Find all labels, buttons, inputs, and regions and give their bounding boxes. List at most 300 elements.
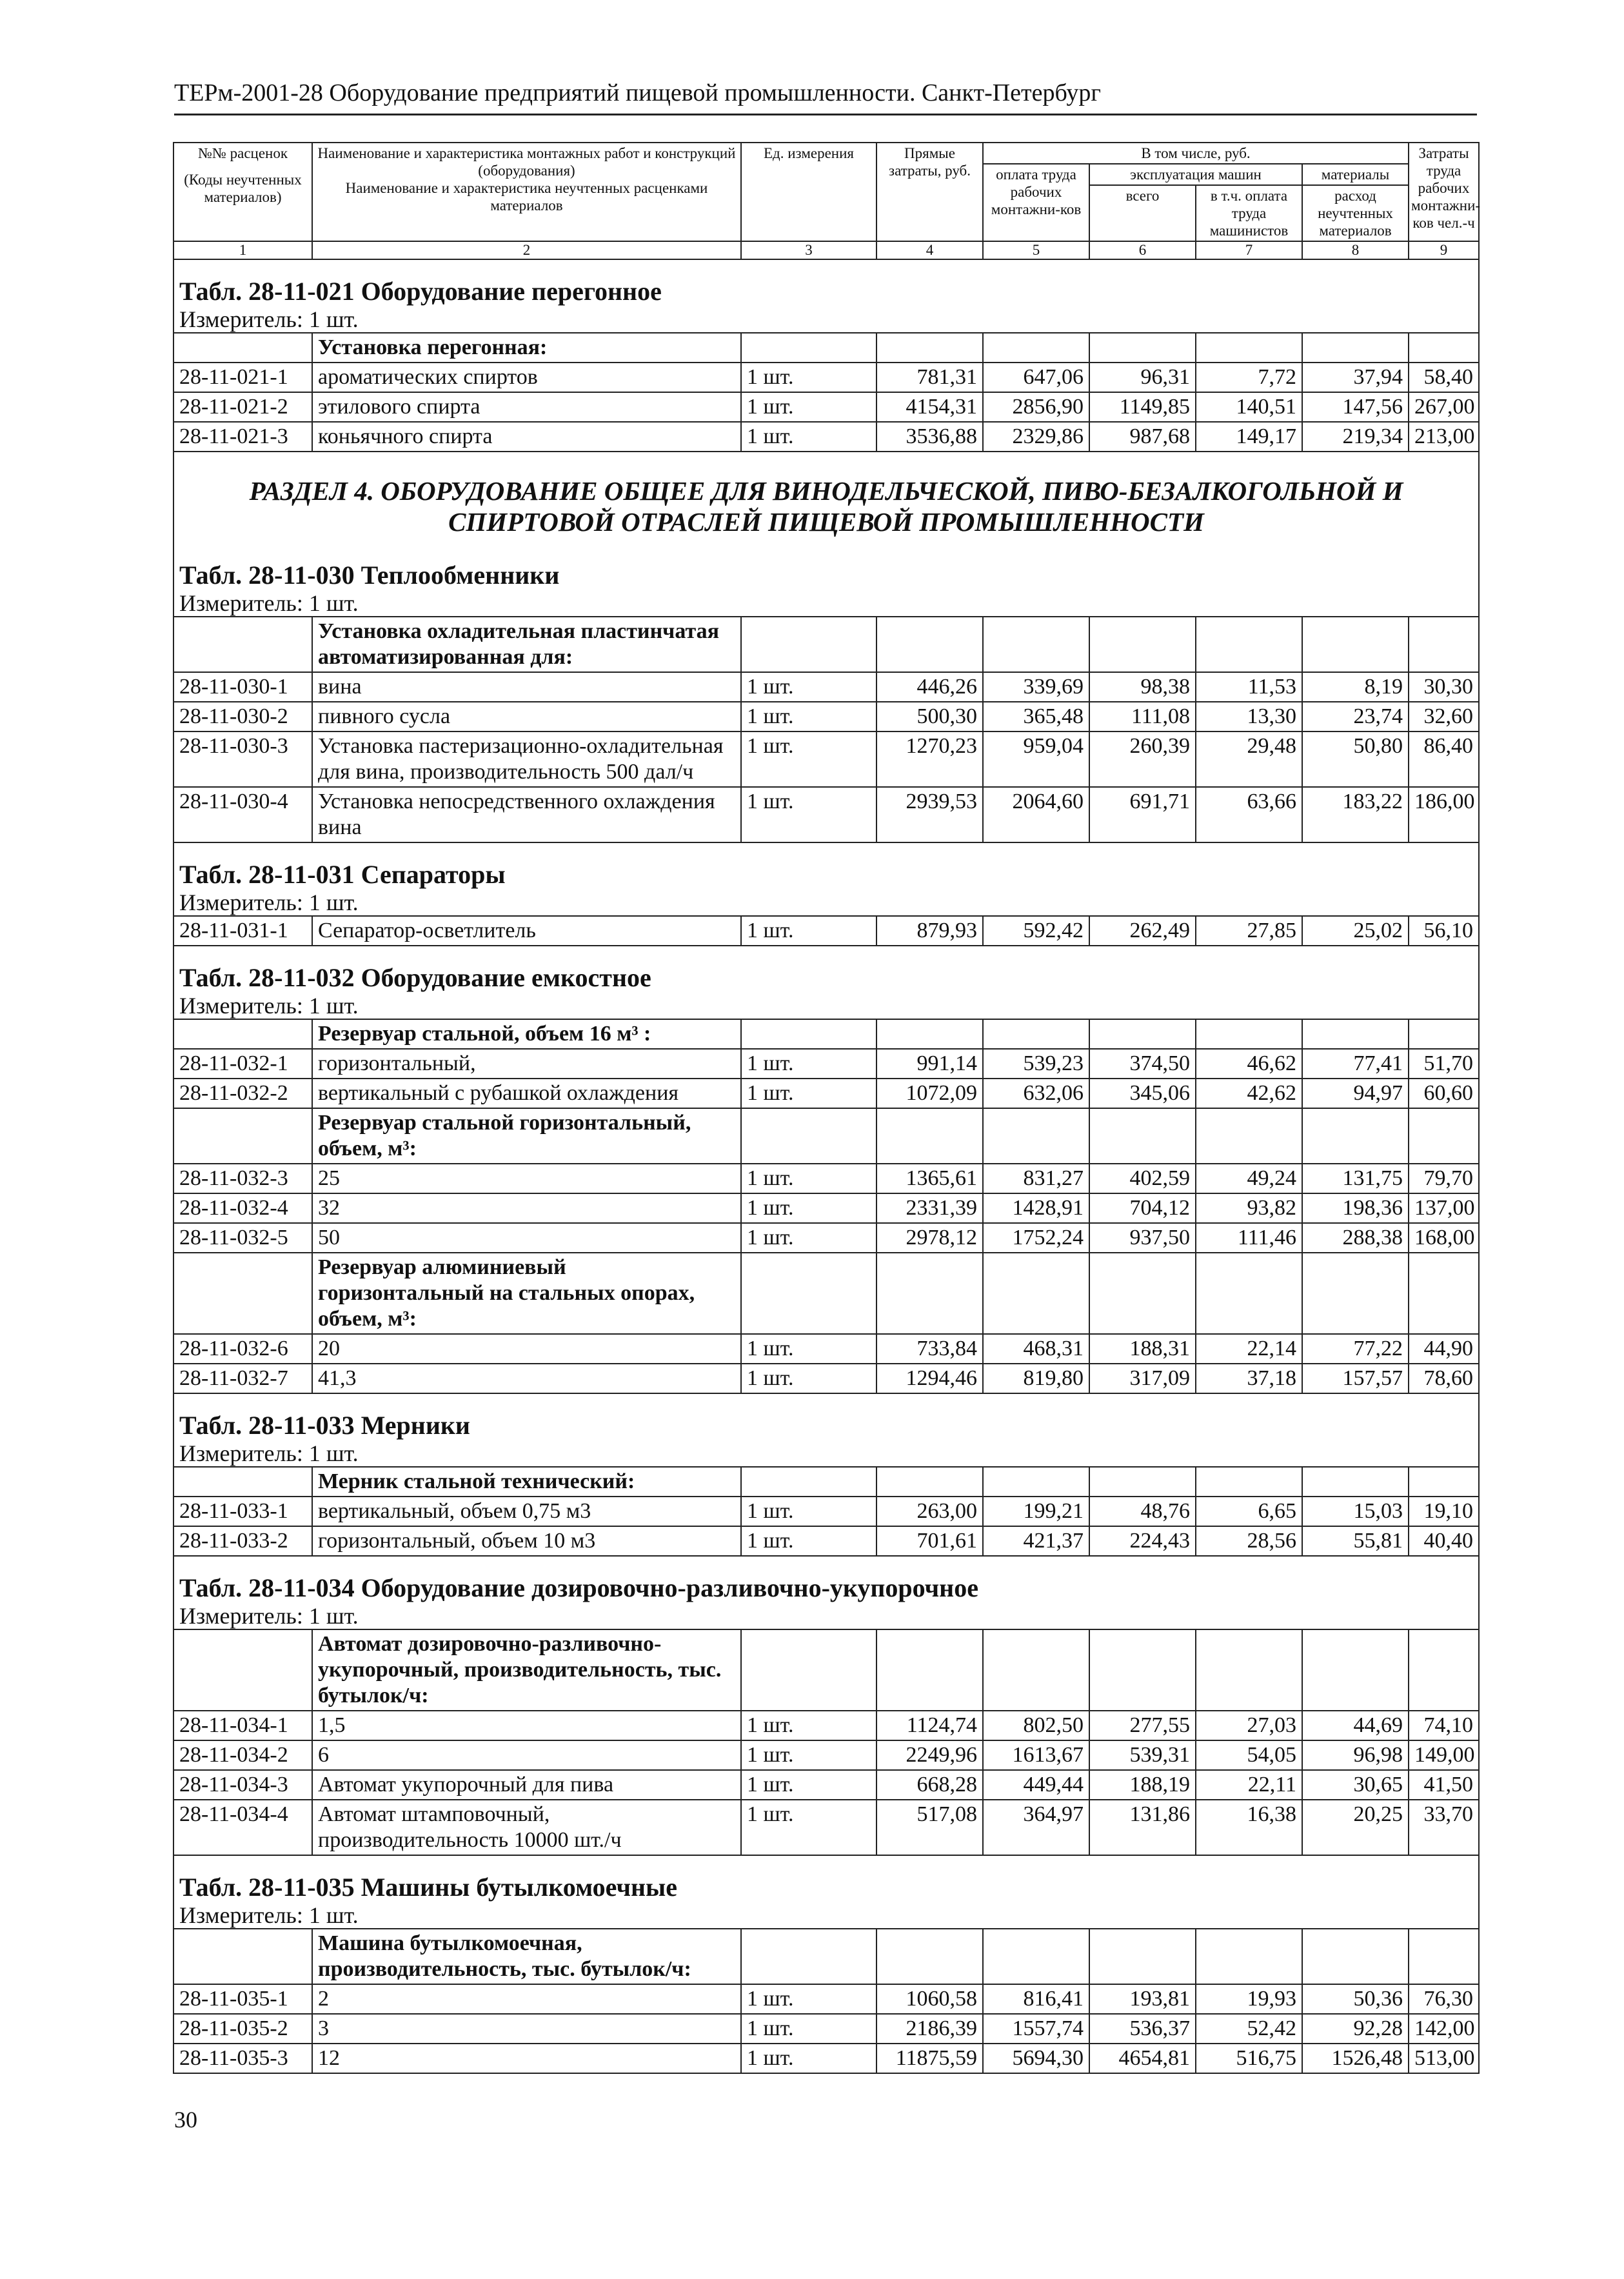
direct-cost: 2249,96: [876, 1740, 983, 1770]
rate-code: 28-11-033-1: [173, 1497, 312, 1526]
labor-hours: 137,00: [1409, 1193, 1479, 1223]
machines-operators: 37,18: [1196, 1364, 1302, 1393]
machines-total: 1149,85: [1089, 392, 1196, 422]
empty-cell: [173, 1108, 312, 1164]
item-name: горизонтальный,: [312, 1049, 741, 1079]
item-name: 2: [312, 1984, 741, 2014]
item-name: 20: [312, 1334, 741, 1364]
unit-cell: 1 шт.: [741, 1770, 876, 1800]
wages-cost: 632,06: [983, 1079, 1089, 1108]
table-row: [173, 702, 1479, 731]
measure-unit: Измеритель: 1 шт.: [173, 590, 1479, 617]
empty-cell: [876, 333, 983, 363]
col-header-code: [173, 143, 312, 241]
empty-cell: [741, 1108, 876, 1164]
machines-operators: 7,72: [1196, 363, 1302, 392]
labor-hours: 44,90: [1409, 1334, 1479, 1364]
machines-operators: 93,82: [1196, 1193, 1302, 1223]
machines-operators: 149,17: [1196, 422, 1302, 452]
machines-operators: 27,85: [1196, 916, 1302, 946]
materials-cost: 25,02: [1302, 916, 1409, 946]
machines-total: 277,55: [1089, 1711, 1196, 1740]
unit-cell: 1 шт.: [741, 1079, 876, 1108]
direct-cost: 2331,39: [876, 1193, 983, 1223]
materials-cost: 1526,48: [1302, 2044, 1409, 2073]
empty-cell: [1409, 1108, 1479, 1164]
empty-cell: [1089, 1108, 1196, 1164]
empty-cell: [1409, 1019, 1479, 1049]
labor-hours: 32,60: [1409, 702, 1479, 731]
empty-cell: [876, 1467, 983, 1497]
materials-cost: 94,97: [1302, 1079, 1409, 1108]
machines-total: 111,08: [1089, 702, 1196, 731]
empty-cell: [876, 1019, 983, 1049]
unit-cell: 1 шт.: [741, 1984, 876, 2014]
machines-operators: 46,62: [1196, 1049, 1302, 1079]
wages-cost: 339,69: [983, 672, 1089, 702]
machines-operators: 54,05: [1196, 1740, 1302, 1770]
measure-row: [173, 1902, 1479, 1929]
col-number: 7: [1196, 241, 1302, 259]
empty-cell: [173, 1929, 312, 1984]
direct-cost: 668,28: [876, 1770, 983, 1800]
table-heading-row: [173, 544, 1479, 590]
page-number: 30: [174, 2107, 197, 2133]
item-name: 6: [312, 1740, 741, 1770]
rate-code: 28-11-032-1: [173, 1049, 312, 1079]
machines-operators: 516,75: [1196, 2044, 1302, 2073]
rate-code: 28-11-034-2: [173, 1740, 312, 1770]
item-name: этилового спирта: [312, 392, 741, 422]
empty-cell: [983, 617, 1089, 672]
measure-row: [173, 306, 1479, 333]
materials-cost: 8,19: [1302, 672, 1409, 702]
labor-hours: 74,10: [1409, 1711, 1479, 1740]
materials-cost: 219,34: [1302, 422, 1409, 452]
labor-hours: 267,00: [1409, 392, 1479, 422]
machines-total: 96,31: [1089, 363, 1196, 392]
labor-hours: 56,10: [1409, 916, 1479, 946]
table-row: [173, 1193, 1479, 1223]
wages-cost: 1613,67: [983, 1740, 1089, 1770]
machines-operators: 6,65: [1196, 1497, 1302, 1526]
table-row: [173, 916, 1479, 946]
unit-cell: 1 шт.: [741, 1193, 876, 1223]
col-number: 5: [983, 241, 1089, 259]
machines-total: 345,06: [1089, 1079, 1196, 1108]
machines-total: 937,50: [1089, 1223, 1196, 1253]
unit-cell: 1 шт.: [741, 2014, 876, 2044]
machines-operators: 11,53: [1196, 672, 1302, 702]
rate-code: 28-11-032-6: [173, 1334, 312, 1364]
machines-operators: 29,48: [1196, 731, 1302, 787]
materials-cost: 44,69: [1302, 1711, 1409, 1740]
item-name: вертикальный с рубашкой охлаждения: [312, 1079, 741, 1108]
rate-code: 28-11-032-2: [173, 1079, 312, 1108]
col-number: 1: [173, 241, 312, 259]
wages-cost: 816,41: [983, 1984, 1089, 2014]
measure-unit: Измеритель: 1 шт.: [173, 890, 1479, 916]
empty-cell: [173, 1253, 312, 1334]
unit-cell: 1 шт.: [741, 787, 876, 842]
unit-cell: 1 шт.: [741, 731, 876, 787]
labor-hours: 19,10: [1409, 1497, 1479, 1526]
section-heading-row: [173, 452, 1479, 544]
unit-cell: 1 шт.: [741, 1740, 876, 1770]
rate-code: 28-11-032-7: [173, 1364, 312, 1393]
item-name: 41,3: [312, 1364, 741, 1393]
wages-cost: 199,21: [983, 1497, 1089, 1526]
group-heading-row: [173, 617, 1479, 672]
machines-operators: 140,51: [1196, 392, 1302, 422]
unit-cell: 1 шт.: [741, 363, 876, 392]
table-row: [173, 1334, 1479, 1364]
rate-code: 28-11-033-2: [173, 1526, 312, 1556]
rate-code: 28-11-030-1: [173, 672, 312, 702]
empty-cell: [1089, 333, 1196, 363]
machines-total: 188,31: [1089, 1334, 1196, 1364]
direct-cost: 701,61: [876, 1526, 983, 1556]
wages-cost: 5694,30: [983, 2044, 1089, 2073]
empty-cell: [876, 1629, 983, 1711]
item-name: 3: [312, 2014, 741, 2044]
materials-cost: 147,56: [1302, 392, 1409, 422]
col-header-unit: Ед. измерения: [741, 143, 876, 241]
direct-cost: 2939,53: [876, 787, 983, 842]
item-name: горизонтальный, объем 10 м3: [312, 1526, 741, 1556]
materials-cost: 157,57: [1302, 1364, 1409, 1393]
table-heading-row: [173, 1393, 1479, 1440]
machines-total: 536,37: [1089, 2014, 1196, 2044]
group-heading: Мерник стальной технический:: [312, 1467, 741, 1497]
page-title: ТЕРм-2001-28 Оборудование предприятий пищевой промышленности. Санкт-Петербург: [174, 79, 1101, 106]
col-header-wages: оплата труда рабочих монтажни-ков: [983, 164, 1089, 241]
materials-cost: 288,38: [1302, 1223, 1409, 1253]
empty-cell: [983, 1467, 1089, 1497]
measure-unit: Измеритель: 1 шт.: [173, 993, 1479, 1019]
table-row: [173, 422, 1479, 452]
col-header-direct: Прямые затраты, руб.: [876, 143, 983, 241]
materials-cost: 77,22: [1302, 1334, 1409, 1364]
group-heading: Установка перегонная:: [312, 333, 741, 363]
empty-cell: [876, 1108, 983, 1164]
labor-hours: 213,00: [1409, 422, 1479, 452]
col-number: 6: [1089, 241, 1196, 259]
direct-cost: 1270,23: [876, 731, 983, 787]
machines-operators: 42,62: [1196, 1079, 1302, 1108]
empty-cell: [983, 1929, 1089, 1984]
empty-cell: [1089, 1253, 1196, 1334]
unit-cell: 1 шт.: [741, 1497, 876, 1526]
table-row: [173, 1223, 1479, 1253]
measure-row: [173, 890, 1479, 916]
group-heading: Резервуар стальной горизонтальный, объем, м³:: [312, 1108, 741, 1164]
direct-cost: 879,93: [876, 916, 983, 946]
empty-cell: [1196, 333, 1302, 363]
empty-cell: [173, 1629, 312, 1711]
direct-cost: 1124,74: [876, 1711, 983, 1740]
rate-code: 28-11-030-2: [173, 702, 312, 731]
labor-hours: 513,00: [1409, 2044, 1479, 2073]
rate-code: 28-11-034-1: [173, 1711, 312, 1740]
empty-cell: [1302, 617, 1409, 672]
col-header-machines: эксплуатация машин: [1089, 164, 1302, 185]
unit-cell: 1 шт.: [741, 1711, 876, 1740]
empty-cell: [1196, 1467, 1302, 1497]
labor-hours: 142,00: [1409, 2014, 1479, 2044]
materials-cost: 96,98: [1302, 1740, 1409, 1770]
measure-row: [173, 993, 1479, 1019]
labor-hours: 86,40: [1409, 731, 1479, 787]
rates-table: [173, 142, 1480, 2074]
item-name: вертикальный, объем 0,75 м3: [312, 1497, 741, 1526]
empty-cell: [741, 1929, 876, 1984]
direct-cost: 2978,12: [876, 1223, 983, 1253]
empty-cell: [983, 1108, 1089, 1164]
empty-cell: [741, 333, 876, 363]
direct-cost: 733,84: [876, 1334, 983, 1364]
table-heading-row: [173, 1855, 1479, 1902]
table-row: [173, 1049, 1479, 1079]
rate-code: 28-11-030-3: [173, 731, 312, 787]
direct-cost: 446,26: [876, 672, 983, 702]
table-heading-row: [173, 946, 1479, 993]
wages-cost: 1428,91: [983, 1193, 1089, 1223]
empty-cell: [173, 1467, 312, 1497]
title-rule: [174, 114, 1477, 115]
section-heading: РАЗДЕЛ 4. ОБОРУДОВАНИЕ ОБЩЕЕ ДЛЯ ВИНОДЕЛЬЧЕСКОЙ, ПИВО-БЕЗАЛКОГОЛЬНОЙ И СПИРТОВОЙ ОТРАСЛЕЙ ПИЩЕВОЙ ПРОМЫШЛЕННОСТИ: [173, 452, 1479, 544]
empty-cell: [1089, 1929, 1196, 1984]
empty-cell: [1196, 1019, 1302, 1049]
table-heading: Табл. 28-11-035 Машины бутылкомоечные: [173, 1855, 1479, 1902]
machines-total: 131,86: [1089, 1800, 1196, 1855]
unit-cell: 1 шт.: [741, 702, 876, 731]
labor-hours: 58,40: [1409, 363, 1479, 392]
materials-cost: 37,94: [1302, 363, 1409, 392]
measure-row: [173, 1603, 1479, 1629]
materials-cost: 50,36: [1302, 1984, 1409, 2014]
materials-cost: 30,65: [1302, 1770, 1409, 1800]
rate-code: 28-11-032-4: [173, 1193, 312, 1223]
unit-cell: 1 шт.: [741, 916, 876, 946]
direct-cost: 11875,59: [876, 2044, 983, 2073]
empty-cell: [1196, 1929, 1302, 1984]
labor-hours: 60,60: [1409, 1079, 1479, 1108]
materials-cost: 198,36: [1302, 1193, 1409, 1223]
wages-cost: 364,97: [983, 1800, 1089, 1855]
wages-cost: 539,23: [983, 1049, 1089, 1079]
col-header-labor: Затраты труда рабочих монтажни-ков чел.-ч: [1409, 143, 1479, 241]
rate-code: 28-11-031-1: [173, 916, 312, 946]
empty-cell: [876, 1253, 983, 1334]
table-row: [173, 1800, 1479, 1855]
item-name: 50: [312, 1223, 741, 1253]
empty-cell: [1196, 1108, 1302, 1164]
machines-total: 317,09: [1089, 1364, 1196, 1393]
direct-cost: 3536,88: [876, 422, 983, 452]
group-heading: Резервуар стальной, объем 16 м³ :: [312, 1019, 741, 1049]
group-heading-row: [173, 1108, 1479, 1164]
wages-cost: 959,04: [983, 731, 1089, 787]
empty-cell: [1302, 1253, 1409, 1334]
labor-hours: 186,00: [1409, 787, 1479, 842]
labor-hours: 78,60: [1409, 1364, 1479, 1393]
item-name: коньячного спирта: [312, 422, 741, 452]
materials-cost: 23,74: [1302, 702, 1409, 731]
col-number: 4: [876, 241, 983, 259]
rate-code: 28-11-030-4: [173, 787, 312, 842]
table-row: [173, 1497, 1479, 1526]
table-row: [173, 1526, 1479, 1556]
col-header-code-alt: (Коды неучтенных материалов): [184, 172, 302, 205]
table-row: [173, 1079, 1479, 1108]
wages-cost: 2064,60: [983, 787, 1089, 842]
group-heading-row: [173, 1629, 1479, 1711]
empty-cell: [983, 333, 1089, 363]
empty-cell: [1409, 1467, 1479, 1497]
empty-cell: [741, 1629, 876, 1711]
empty-cell: [173, 617, 312, 672]
unit-cell: 1 шт.: [741, 422, 876, 452]
machines-total: 539,31: [1089, 1740, 1196, 1770]
header-numbers-row: [173, 241, 1479, 259]
table-heading-row: [173, 259, 1479, 306]
table-row: [173, 1770, 1479, 1800]
materials-cost: 20,25: [1302, 1800, 1409, 1855]
rate-code: 28-11-035-2: [173, 2014, 312, 2044]
machines-total: 691,71: [1089, 787, 1196, 842]
table-heading: Табл. 28-11-031 Сепараторы: [173, 842, 1479, 890]
empty-cell: [1409, 1253, 1479, 1334]
empty-cell: [1302, 333, 1409, 363]
col-number: 9: [1409, 241, 1479, 259]
rate-code: 28-11-032-5: [173, 1223, 312, 1253]
group-heading: Установка охладительная пластинчатая автоматизированная для:: [312, 617, 741, 672]
labor-hours: 41,50: [1409, 1770, 1479, 1800]
materials-cost: 131,75: [1302, 1164, 1409, 1193]
machines-total: 704,12: [1089, 1193, 1196, 1223]
machines-total: 98,38: [1089, 672, 1196, 702]
empty-cell: [1196, 1629, 1302, 1711]
machines-total: 48,76: [1089, 1497, 1196, 1526]
table-row: [173, 1740, 1479, 1770]
materials-cost: 183,22: [1302, 787, 1409, 842]
machines-total: 193,81: [1089, 1984, 1196, 2014]
machines-operators: 111,46: [1196, 1223, 1302, 1253]
unit-cell: 1 шт.: [741, 1334, 876, 1364]
rate-code: 28-11-021-1: [173, 363, 312, 392]
machines-operators: 22,14: [1196, 1334, 1302, 1364]
item-name: Автомат штамповочный, производительность 10000 шт./ч: [312, 1800, 741, 1855]
machines-operators: 19,93: [1196, 1984, 1302, 2014]
table-heading: Табл. 28-11-034 Оборудование дозировочно-разливочно-укупорочное: [173, 1556, 1479, 1603]
table-heading: Табл. 28-11-030 Теплообменники: [173, 544, 1479, 590]
materials-cost: 55,81: [1302, 1526, 1409, 1556]
wages-cost: 2329,86: [983, 422, 1089, 452]
machines-total: 374,50: [1089, 1049, 1196, 1079]
empty-cell: [1089, 1467, 1196, 1497]
wages-cost: 647,06: [983, 363, 1089, 392]
table-heading: Табл. 28-11-021 Оборудование перегонное: [173, 259, 1479, 306]
empty-cell: [1302, 1929, 1409, 1984]
materials-cost: 50,80: [1302, 731, 1409, 787]
col-header-operators: в т.ч. оплата труда машинистов: [1196, 185, 1302, 241]
machines-operators: 52,42: [1196, 2014, 1302, 2044]
direct-cost: 517,08: [876, 1800, 983, 1855]
empty-cell: [983, 1253, 1089, 1334]
wages-cost: 1752,24: [983, 1223, 1089, 1253]
group-heading-row: [173, 1019, 1479, 1049]
direct-cost: 1294,46: [876, 1364, 983, 1393]
labor-hours: 79,70: [1409, 1164, 1479, 1193]
table-row: [173, 1164, 1479, 1193]
header-row-1: [173, 143, 1479, 164]
measure-row: [173, 1440, 1479, 1467]
rate-code: 28-11-034-4: [173, 1800, 312, 1855]
machines-operators: 63,66: [1196, 787, 1302, 842]
item-name: Установка непосредственного охлаждения вина: [312, 787, 741, 842]
machines-total: 188,19: [1089, 1770, 1196, 1800]
empty-cell: [1302, 1019, 1409, 1049]
measure-unit: Измеритель: 1 шт.: [173, 1902, 1479, 1929]
wages-cost: 365,48: [983, 702, 1089, 731]
col-header-code-main: №№ расценок: [197, 145, 288, 161]
table-row: [173, 672, 1479, 702]
wages-cost: 592,42: [983, 916, 1089, 946]
empty-cell: [741, 1019, 876, 1049]
unit-cell: 1 шт.: [741, 1800, 876, 1855]
table-row: [173, 392, 1479, 422]
group-heading: Машина бутылкомоечная, производительность, тыс. бутылок/ч:: [312, 1929, 741, 1984]
machines-operators: 49,24: [1196, 1164, 1302, 1193]
item-name: 12: [312, 2044, 741, 2073]
empty-cell: [1196, 617, 1302, 672]
empty-cell: [741, 1253, 876, 1334]
empty-cell: [1089, 1019, 1196, 1049]
empty-cell: [1089, 617, 1196, 672]
direct-cost: 2186,39: [876, 2014, 983, 2044]
machines-total: 402,59: [1089, 1164, 1196, 1193]
rate-code: 28-11-034-3: [173, 1770, 312, 1800]
machines-operators: 13,30: [1196, 702, 1302, 731]
empty-cell: [1196, 1253, 1302, 1334]
direct-cost: 500,30: [876, 702, 983, 731]
rate-code: 28-11-032-3: [173, 1164, 312, 1193]
wages-cost: 819,80: [983, 1364, 1089, 1393]
col-number: 3: [741, 241, 876, 259]
empty-cell: [1409, 333, 1479, 363]
col-header-including: В том числе, руб.: [983, 143, 1409, 164]
empty-cell: [1302, 1467, 1409, 1497]
unit-cell: 1 шт.: [741, 2044, 876, 2073]
direct-cost: 1072,09: [876, 1079, 983, 1108]
materials-cost: 77,41: [1302, 1049, 1409, 1079]
direct-cost: 1365,61: [876, 1164, 983, 1193]
direct-cost: 991,14: [876, 1049, 983, 1079]
direct-cost: 781,31: [876, 363, 983, 392]
item-name: пивного сусла: [312, 702, 741, 731]
empty-cell: [876, 1929, 983, 1984]
machines-operators: 22,11: [1196, 1770, 1302, 1800]
labor-hours: 168,00: [1409, 1223, 1479, 1253]
table-heading-row: [173, 1556, 1479, 1603]
empty-cell: [741, 1467, 876, 1497]
machines-total: 4654,81: [1089, 2044, 1196, 2073]
table-heading: Табл. 28-11-033 Мерники: [173, 1393, 1479, 1440]
empty-cell: [741, 617, 876, 672]
item-name: вина: [312, 672, 741, 702]
col-header-name: [312, 143, 741, 241]
